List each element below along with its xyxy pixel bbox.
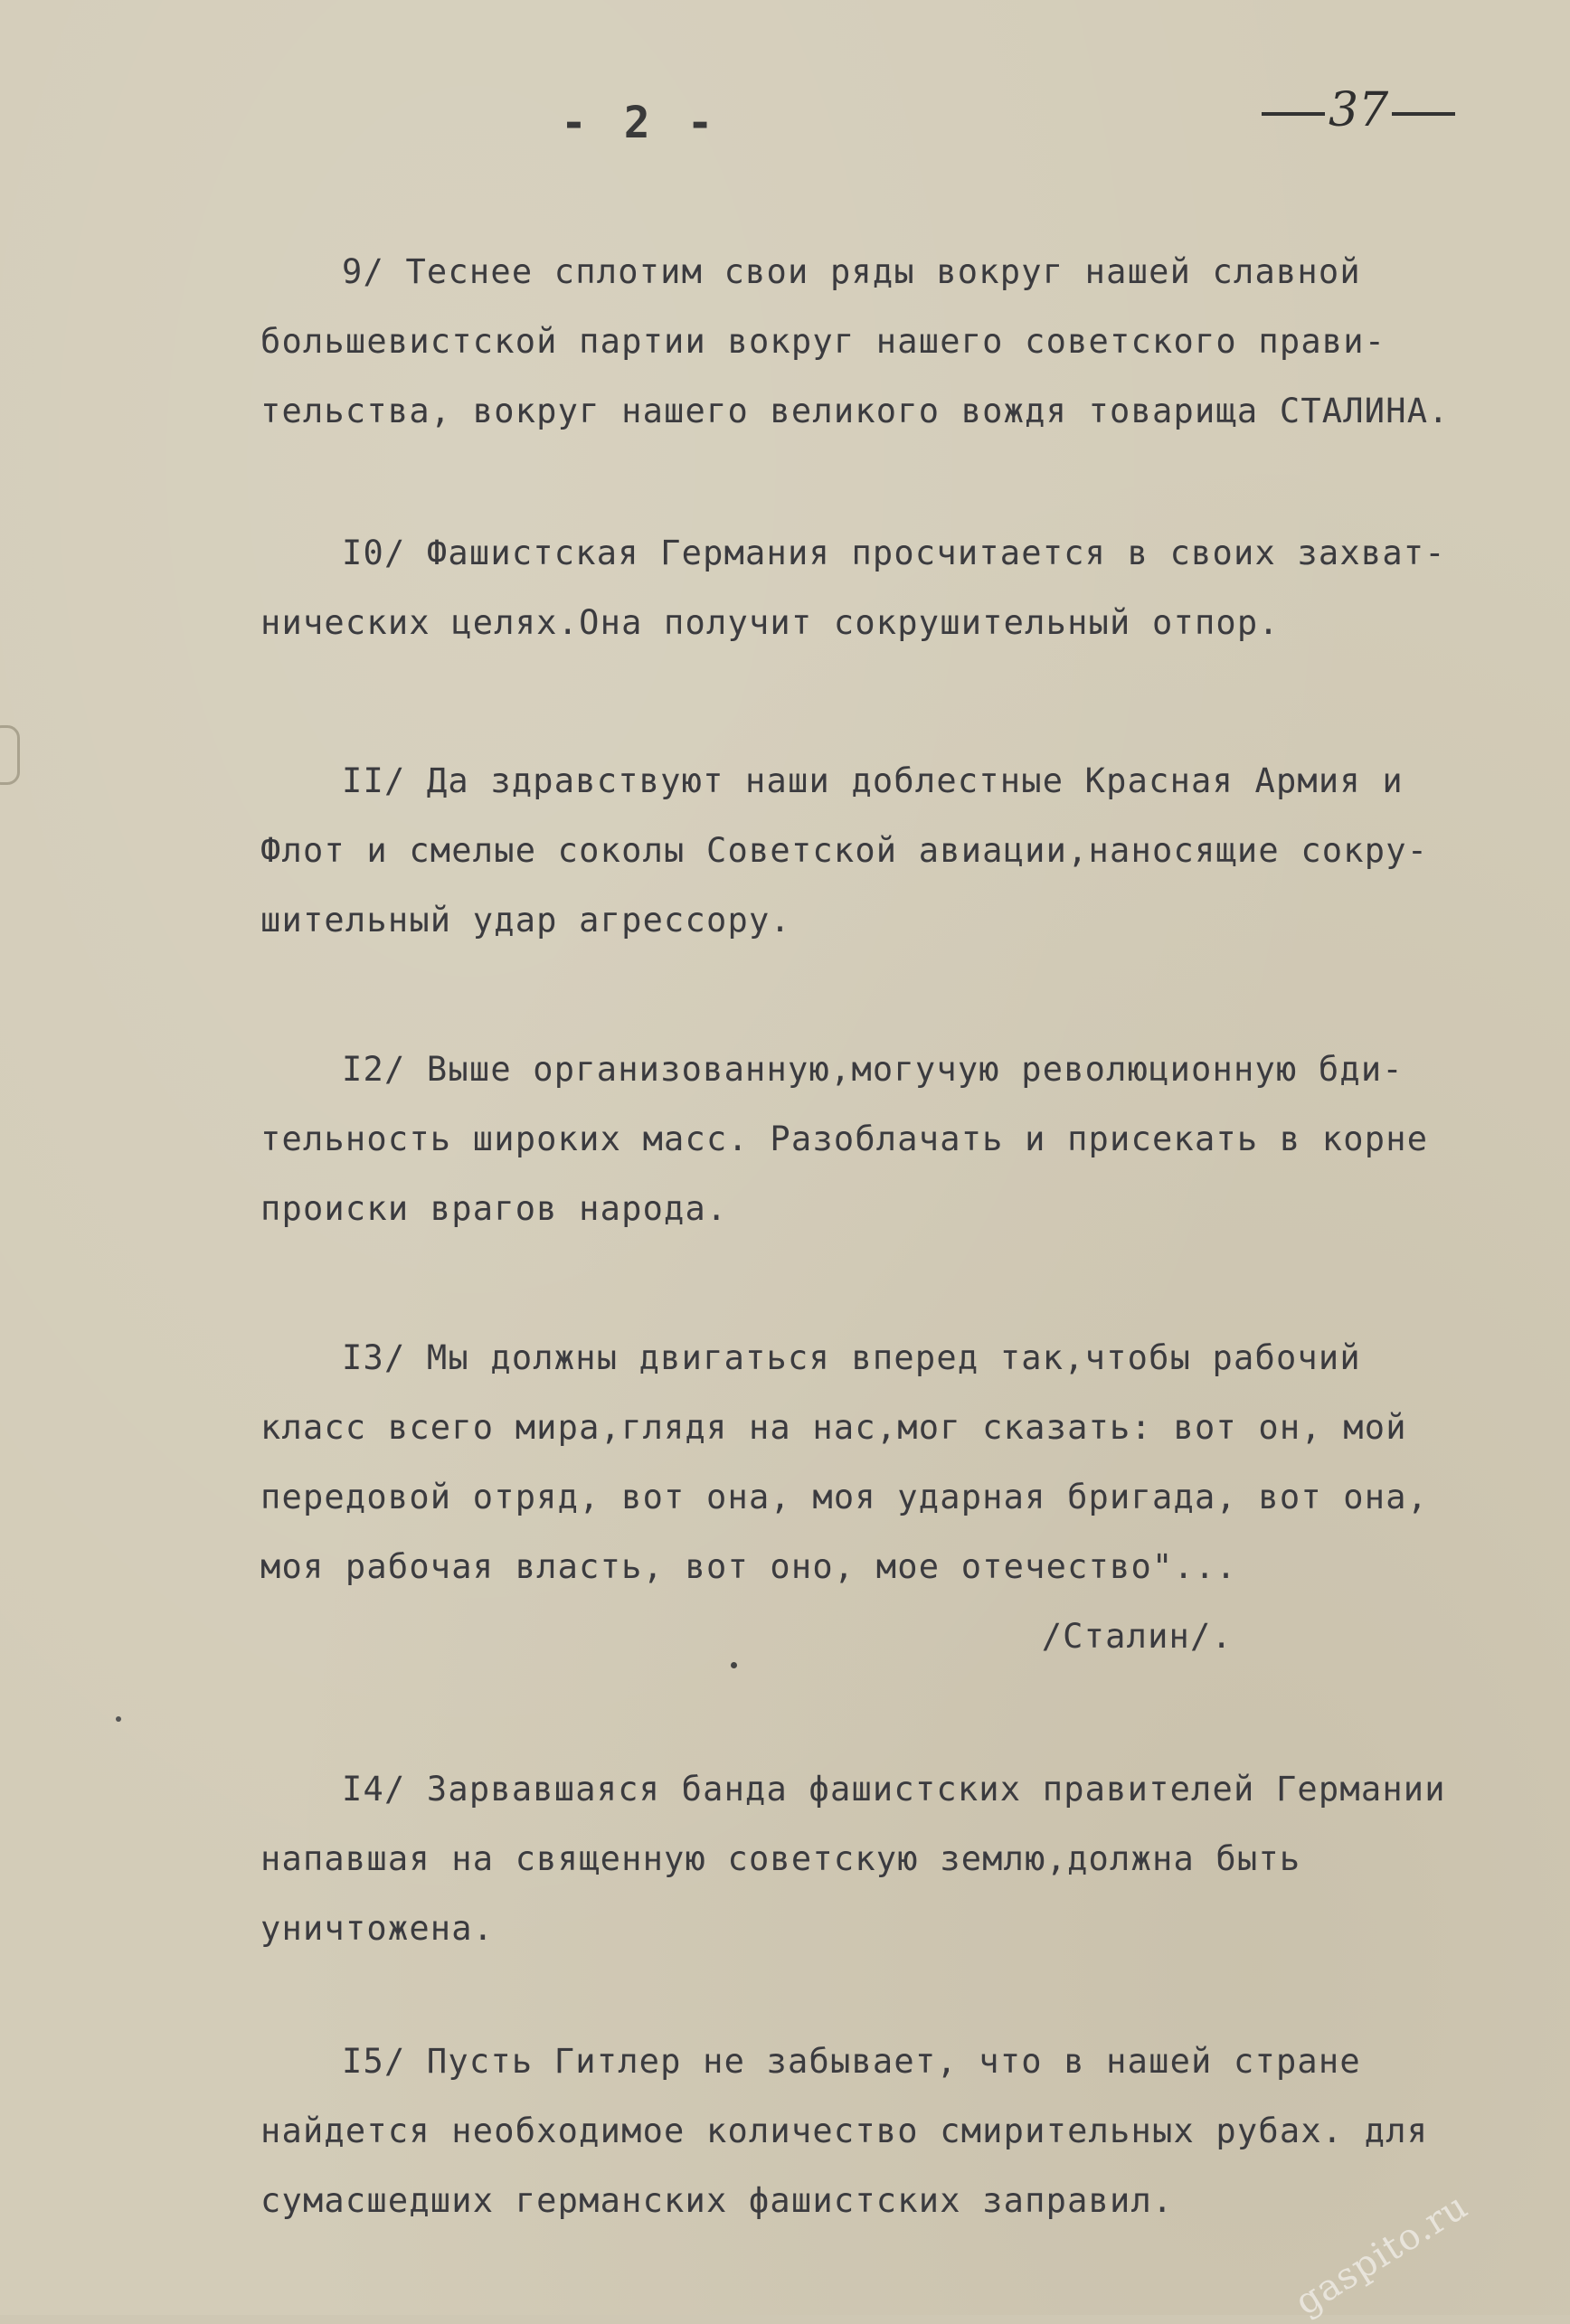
point-14 bbox=[260, 1754, 1522, 1963]
point-line bbox=[260, 1754, 1522, 1824]
point-15 bbox=[260, 2026, 1522, 2235]
point-number: I3/ bbox=[342, 1338, 406, 1377]
point-line: нических целях.Она получит сокрушительный отпор. bbox=[260, 603, 1280, 642]
point-line: Флот и смелые соколы Советской авиации,наносящие сокру- bbox=[260, 831, 1429, 870]
punch-hole-mark bbox=[0, 725, 20, 785]
point-text: Выше организованную,могучую революционную бди- bbox=[426, 1050, 1404, 1089]
point-10 bbox=[260, 518, 1522, 657]
point-text: Теснее сплотим свои ряды вокруг нашей славной bbox=[405, 252, 1361, 291]
point-12 bbox=[260, 1034, 1522, 1243]
point-number: I0/ bbox=[342, 534, 406, 572]
point-9 bbox=[260, 237, 1522, 446]
point-number: 9/ bbox=[342, 252, 384, 291]
point-number: I2/ bbox=[342, 1050, 406, 1089]
point-line bbox=[260, 2026, 1522, 2096]
point-13 bbox=[260, 1323, 1522, 1671]
point-line bbox=[260, 746, 1522, 816]
point-text: Да здравствуют наши доблестные Красная Армия и bbox=[426, 761, 1404, 800]
quote-attribution: /Сталин/. bbox=[1041, 1617, 1233, 1656]
point-text: Фашистская Германия просчитается в своих захват- bbox=[426, 534, 1446, 572]
point-line: тельность широких масс. Разоблачать и присекать в корне bbox=[260, 1119, 1429, 1158]
point-text: Пусть Гитлер не забывает, что в нашей стране bbox=[426, 2042, 1361, 2081]
point-line bbox=[260, 237, 1522, 307]
point-line bbox=[260, 518, 1522, 588]
point-number: I5/ bbox=[342, 2042, 406, 2081]
point-number: I4/ bbox=[342, 1770, 406, 1809]
point-line: происки врагов народа. bbox=[260, 1189, 728, 1228]
point-11 bbox=[260, 746, 1522, 955]
watermark: gaspito.ru bbox=[1288, 2185, 1476, 2324]
sheet-number bbox=[1262, 83, 1455, 137]
page-number: - 2 - bbox=[561, 98, 719, 148]
sheet-number-dash-right bbox=[1392, 112, 1455, 116]
point-line: передовой отряд, вот она, моя ударная бригада, вот она, bbox=[260, 1478, 1429, 1516]
point-line: напавшая на священную советскую землю,должна быть bbox=[260, 1839, 1301, 1878]
point-line: тельства, вокруг нашего великого вождя товарища СТАЛИНА. bbox=[260, 392, 1450, 430]
point-line bbox=[260, 1323, 1522, 1393]
point-line: моя рабочая власть, вот оно, мое отечество"... bbox=[260, 1547, 1237, 1586]
point-line: найдется необходимое количество смирительных рубах. для bbox=[260, 2111, 1429, 2150]
sheet-number-value: 37 bbox=[1329, 83, 1389, 137]
sheet-number-dash-left bbox=[1262, 112, 1325, 116]
point-line: шительный удар агрессору. bbox=[260, 901, 791, 940]
point-text: Мы должны двигаться вперед так,чтобы рабочий bbox=[426, 1338, 1361, 1377]
point-line: класс всего мира,глядя на нас,мог сказать: вот он, мой bbox=[260, 1408, 1407, 1447]
point-text: Зарвавшаяся банда фашистских правителей Германии bbox=[426, 1770, 1446, 1809]
ink-dot bbox=[116, 1716, 121, 1722]
document-body bbox=[260, 237, 1522, 2235]
point-line: большевистской партии вокруг нашего советского прави- bbox=[260, 322, 1386, 361]
point-line bbox=[260, 1034, 1522, 1104]
point-line: сумасшедших германских фашистских заправил. bbox=[260, 2181, 1174, 2220]
ink-dot bbox=[731, 1662, 737, 1668]
point-number: II/ bbox=[342, 761, 406, 800]
point-line: уничтожена. bbox=[260, 1909, 495, 1948]
